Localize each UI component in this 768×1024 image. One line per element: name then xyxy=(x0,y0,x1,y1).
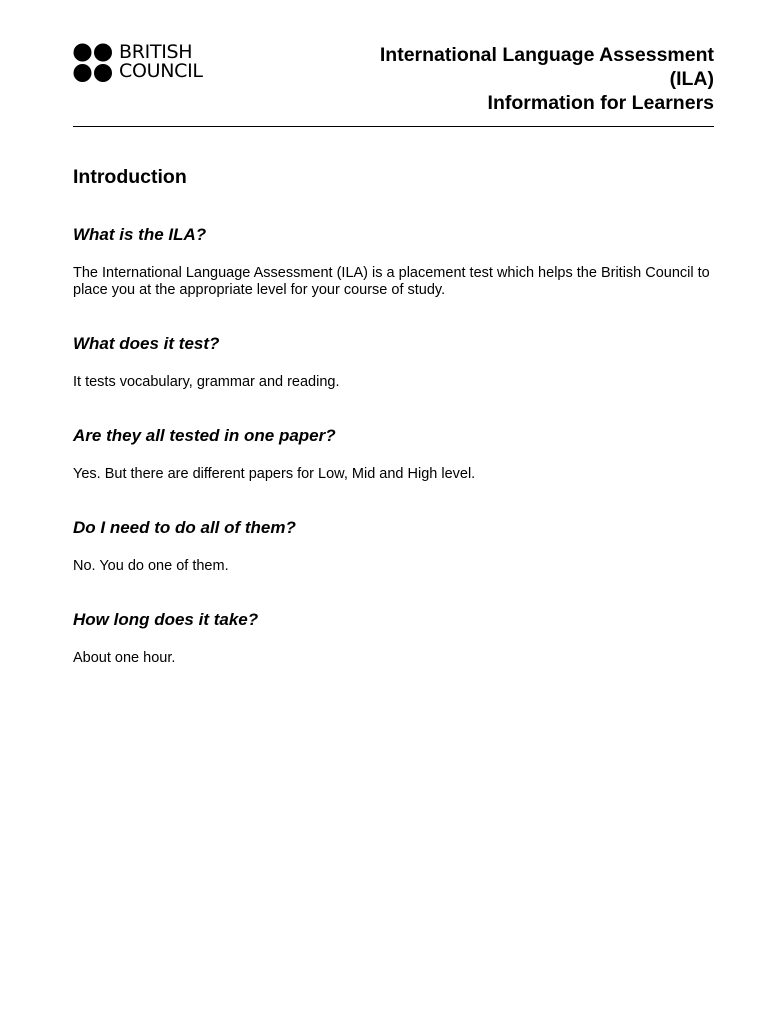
faq-item xyxy=(73,425,713,483)
section-title-introduction: Introduction xyxy=(73,166,187,188)
header-title-line-3: Information for Learners xyxy=(487,92,714,114)
document-header-title xyxy=(380,43,714,115)
faq-item xyxy=(73,224,713,299)
faq-question: Are they all tested in one paper? xyxy=(73,426,336,445)
logo-line-council: COUNCIL xyxy=(119,60,203,82)
faq-answer: Yes. But there are different papers for Low, Mid and High level. xyxy=(73,466,476,482)
logo-line-british: BRITISH xyxy=(119,41,193,63)
faq-answer: It tests vocabulary, grammar and reading. xyxy=(73,374,340,390)
faq-item xyxy=(73,517,713,575)
british-council-logo xyxy=(73,43,213,85)
faq-item xyxy=(73,609,713,667)
document-body xyxy=(73,164,713,701)
faq-question: What is the ILA? xyxy=(73,225,207,244)
header-title-line-1: International Language Assessment xyxy=(379,44,714,66)
header-divider xyxy=(73,126,714,127)
faq-item xyxy=(73,333,713,391)
faq-question: How long does it take? xyxy=(73,610,259,629)
faq-answer: No. You do one of them. xyxy=(73,558,229,574)
faq-answer: The International Language Assessment (ILA) is a placement test which helps the British Council to place you at the appropriate level for your course of study. xyxy=(73,265,710,298)
faq-question: What does it test? xyxy=(73,334,220,353)
faq-question: Do I need to do all of them? xyxy=(73,518,296,537)
faq-answer: About one hour. xyxy=(73,650,176,666)
british-council-dots-icon xyxy=(73,43,113,83)
header-title-line-2: (ILA) xyxy=(669,68,714,90)
logo-wordmark xyxy=(119,43,203,81)
